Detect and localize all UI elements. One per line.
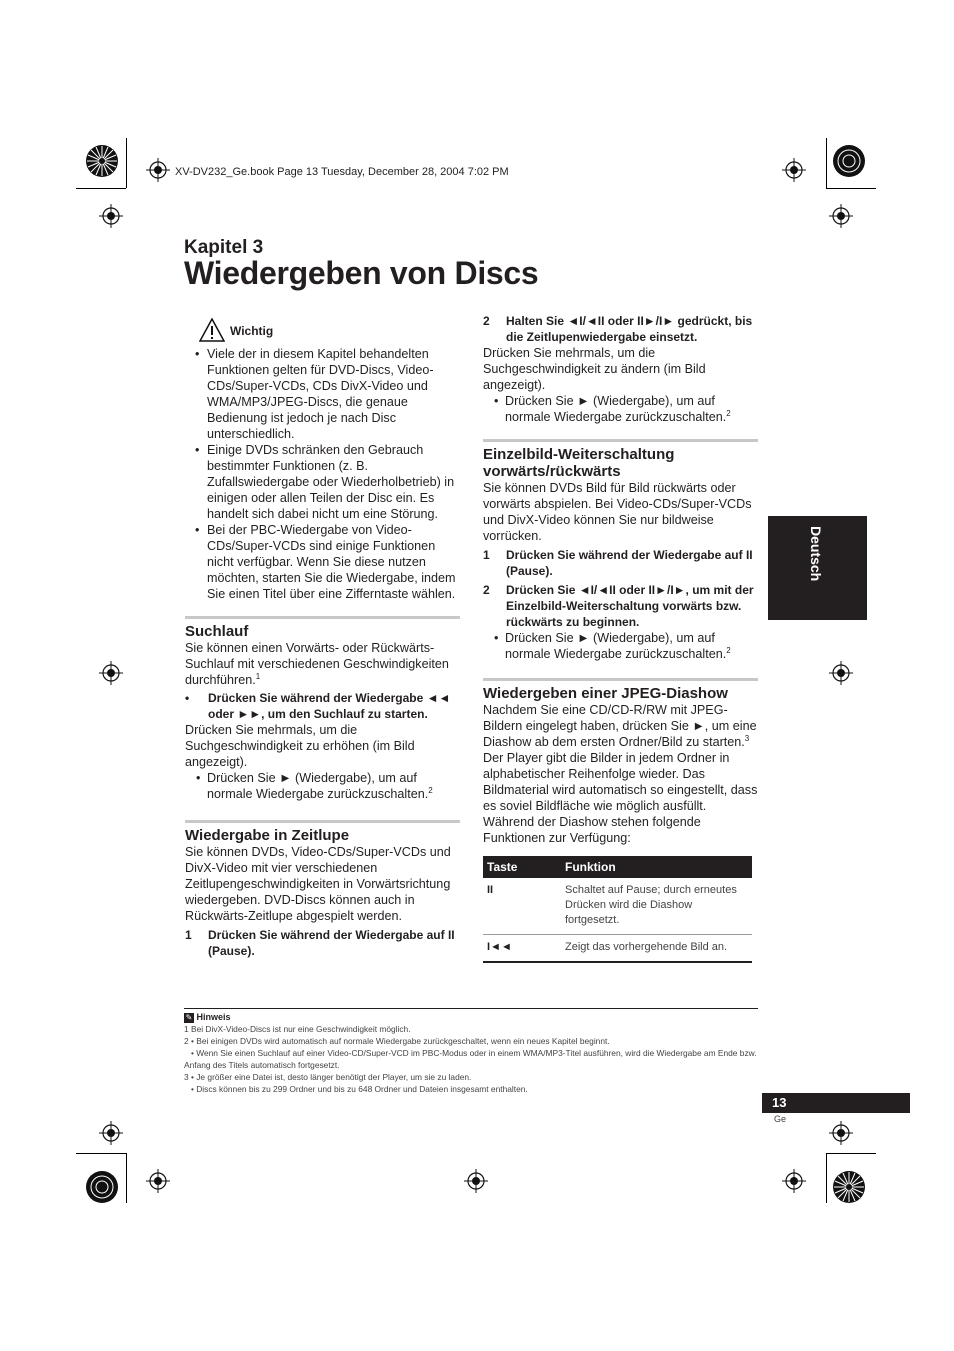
sub-text: Drücken Sie ► (Wiedergabe), um auf normale Wiedergabe zurückzuschalten.: [505, 631, 727, 661]
registration-mark-icon: [146, 158, 170, 182]
section-intro: Sie können DVDs Bild für Bild rückwärts oder vorwärts abspielen. Bei Video-CDs/Super-VCDs und DivX-Video können Sie nur bildweise vorrücken.: [483, 481, 752, 543]
intro-text: Nachdem Sie eine CD/CD-R/RW mit JPEG-Bildern eingelegt haben, drücken Sie ►, um eine Diashow ab dem ersten Ordner/Bild zu starten.: [483, 703, 757, 749]
table-header: Funktion: [561, 856, 752, 878]
step-text: Halten Sie ◄I/◄II oder II►/I► gedrückt, bis die Zeitlupenwiedergabe einsetzt.: [506, 314, 753, 344]
trim-line: [826, 138, 827, 188]
step-bullet: •: [185, 691, 190, 705]
notes-heading: Hinweis: [196, 1012, 231, 1022]
section-intro: [185, 640, 460, 688]
section-diashow: [483, 678, 758, 963]
note-line: • Discs können bis zu 299 Ordner und bis zu 648 Ordner und Dateien insgesamt enthalten.: [184, 1084, 528, 1094]
table-row: [483, 935, 752, 963]
list-item: [185, 770, 460, 802]
footnote-ref: 2: [726, 645, 731, 655]
section-heading: Wiedergabe in Zeitlupe: [185, 820, 460, 844]
print-wheel-icon: [832, 1170, 866, 1204]
table-header-row: [483, 856, 752, 878]
warning-icon: [199, 318, 225, 346]
trim-line: [126, 138, 127, 188]
registration-mark-icon: [464, 1169, 488, 1193]
page-number: 13: [772, 1095, 787, 1110]
registration-mark-icon: [829, 204, 853, 228]
registration-mark-icon: [829, 661, 853, 685]
table-cell: Schaltet auf Pause; durch erneutes Drücken wird die Diashow fortgesetzt.: [561, 878, 752, 935]
step-text: Drücken Sie während der Wiedergabe auf II (Pause).: [506, 548, 753, 578]
step-number: 2: [483, 314, 490, 328]
list-item: [483, 630, 758, 662]
section-heading: Einzelbild-Weiterschaltung vorwärts/rückwärts: [483, 439, 758, 480]
language-tab-label: Deutsch: [808, 526, 824, 582]
section-suchlauf: [185, 616, 460, 802]
table-cell: II: [483, 878, 561, 935]
registration-mark-icon: [782, 158, 806, 182]
step: [483, 547, 758, 579]
section-intro: Während der Diashow stehen folgende Funktionen zur Verfügung:: [483, 815, 701, 845]
step-note: Drücken Sie mehrmals, um die Suchgeschwindigkeit zu ändern (im Bild angezeigt).: [483, 346, 706, 392]
note-line: • Wenn Sie einen Suchlauf auf einer Video-CD/Super-VCD im PBC-Modus oder in einem WMA/MP3-Titel ausführen, wird die Wiedergabe am Ende bzw. Anfang des Titels automatisch fortgesetzt.: [184, 1048, 759, 1070]
note-icon: ✎: [185, 1012, 193, 1022]
footnote-ref: 2: [428, 785, 433, 795]
right-column: [483, 313, 758, 963]
step-text: Drücken Sie während der Wiedergabe auf II (Pause).: [208, 928, 455, 958]
page-title: Wiedergeben von Discs: [184, 255, 539, 291]
sub-text: Drücken Sie ► (Wiedergabe), um auf normale Wiedergabe zurückzuschalten.: [505, 394, 727, 424]
step-note: Drücken Sie mehrmals, um die Suchgeschwindigkeit zu erhöhen (im Bild angezeigt).: [185, 723, 415, 769]
list-item: • Einige DVDs schränken den Gebrauch bestimmter Funktionen (z. B. Zufallswiedergabe oder Wiederholbetrieb) in einigen oder allen Teilen der Disc ein. Es handelt sich dabei nicht um eine Störung.: [185, 442, 460, 522]
registration-mark-icon: [99, 661, 123, 685]
step-number: 1: [185, 928, 192, 942]
section-heading: Wiedergeben einer JPEG-Diashow: [483, 678, 758, 702]
section-intro: [483, 702, 758, 814]
footnote-ref: 2: [726, 408, 731, 418]
section-heading: Suchlauf: [185, 616, 460, 640]
print-header: XV-DV232_Ge.book Page 13 Tuesday, December 28, 2004 7:02 PM: [175, 166, 509, 178]
list-item: [483, 393, 758, 425]
page-number-bar: [762, 1093, 910, 1113]
step: [185, 927, 460, 959]
note-line: 3 • Je größer eine Datei ist, desto länger benötigt der Player, um sie zu laden.: [184, 1072, 472, 1082]
registration-mark-icon: [99, 1121, 123, 1145]
notes-block: [184, 1008, 758, 1095]
step-text: Drücken Sie ◄I/◄II oder II►/I►, um mit der Einzelbild-Weiterschaltung vorwärts bzw. rückwärts zu beginnen.: [506, 583, 754, 629]
chapter-label: Kapitel 3: [184, 237, 264, 258]
registration-mark-icon: [99, 204, 123, 228]
language-code: Ge: [774, 1114, 787, 1124]
left-column: [185, 318, 460, 959]
intro-text: Der Player gibt die Bilder in jedem Ordner in alphabetischer Reihenfolge wieder. Das Bildmaterial wird automatisch so eingestellt, dass es soviel Bildfläche wie möglich ausfüllt.: [483, 751, 758, 813]
sub-text: Drücken Sie ► (Wiedergabe), um auf normale Wiedergabe zurückzuschalten.: [207, 771, 429, 801]
list-item: • Bei der PBC-Wiedergabe von Video-CDs/Super-VCDs sind einige Funktionen nicht verfügbar. Wenn Sie diese nutzen möchten, starten Sie die Wiedergabe, indem Sie einen Titel über eine Zifferntaste wählen.: [185, 522, 460, 602]
print-wheel-icon: [85, 1170, 119, 1204]
step-number: 1: [483, 548, 490, 562]
trim-line: [826, 1153, 876, 1154]
step: [483, 582, 758, 630]
step-text: Drücken Sie während der Wiedergabe ◄◄ oder ►►, um den Suchlauf zu starten.: [208, 691, 451, 721]
note-line: 1 Bei DivX-Video-Discs ist nur eine Geschwindigkeit möglich.: [184, 1024, 411, 1034]
important-box: [185, 318, 460, 344]
note-line: 2 • Bei einigen DVDs wird automatisch auf normale Wiedergabe zurückgeschaltet, wenn ein neues Kapitel beginnt.: [184, 1036, 610, 1046]
step-number: 2: [483, 583, 490, 597]
important-list: [185, 346, 460, 602]
section-einzelbild: [483, 439, 758, 662]
important-heading: Wichtig: [230, 324, 274, 338]
table-cell: I◄◄: [483, 935, 561, 963]
trim-line: [826, 1153, 827, 1203]
section-intro: Sie können DVDs, Video-CDs/Super-VCDs und DivX-Video mit vier verschiedenen Zeitlupengeschwindigkeiten in Vorwärtsrichtung wiedergeben. DVD-Discs können auch in Rückwärts-Zeitlupe abgespielt werden.: [185, 845, 451, 923]
registration-mark-icon: [782, 1169, 806, 1193]
section-zeitlupe: [185, 820, 460, 959]
table-cell: Zeigt das vorhergehende Bild an.: [561, 935, 752, 963]
footnote-ref: 3: [744, 733, 750, 743]
print-wheel-icon: [85, 144, 119, 178]
key-function-table: [483, 856, 752, 963]
footnote-ref: 1: [255, 671, 261, 681]
trim-line: [126, 1153, 127, 1203]
step: [483, 313, 758, 345]
trim-line: [76, 188, 126, 189]
table-header: Taste: [483, 856, 561, 878]
trim-line: [76, 1153, 126, 1154]
trim-line: [826, 188, 876, 189]
step: [185, 690, 460, 722]
print-wheel-icon: [832, 144, 866, 178]
notes-header: [184, 1011, 758, 1023]
registration-mark-icon: [829, 1121, 853, 1145]
list-item: • Viele der in diesem Kapitel behandelten Funktionen gelten für DVD-Discs, Video-CDs/Super-VCDs, CDs DivX-Video und WMA/MP3/JPEG-Discs, die genaue Bedienung ist jedoch je nach Disc unterschiedlich.: [185, 346, 460, 442]
language-tab: [768, 516, 867, 620]
table-row: [483, 878, 752, 935]
registration-mark-icon: [146, 1169, 170, 1193]
intro-text: Sie können einen Vorwärts- oder Rückwärts-Suchlauf mit verschiedenen Geschwindigkeiten durchführen.: [185, 641, 449, 687]
